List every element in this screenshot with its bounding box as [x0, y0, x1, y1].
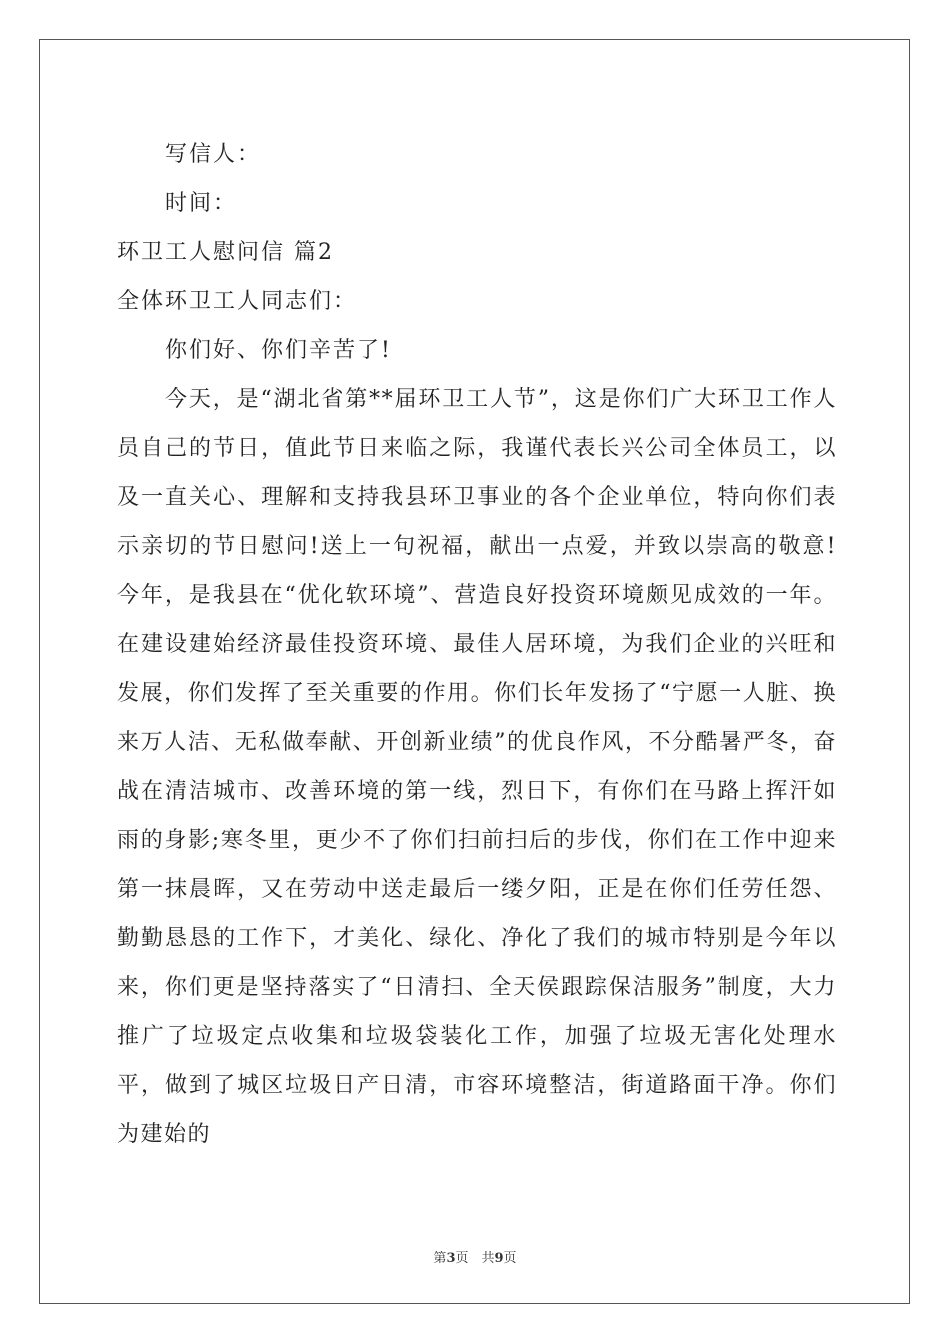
footer-suffix: 页	[503, 1251, 517, 1266]
footer-page-total: 9	[494, 1251, 504, 1266]
greeting: 你们好、你们辛苦了!	[165, 338, 392, 363]
writer-label: 写信人：	[165, 142, 262, 167]
footer-mid: 页 共	[455, 1251, 495, 1266]
salutation: 全体环卫工人同志们：	[117, 289, 358, 314]
footer-prefix: 第	[433, 1251, 447, 1266]
time-label: 时间：	[165, 191, 238, 216]
body-paragraph: 今天，是“湖北省第**届环卫工人节”，这是你们广大环卫工作人员自己的节日，值此节日来临之际，我谨代表长兴公司全体员工，以及一直关心、理解和支持我县环卫事业的各个企业单位，特向你们表示亲切的节日慰问!送上一句祝福，献出一点爱，并致以崇高的敬意!今年，是我县在“优化软环境”、营造良好投资环境颇见成效的一年。在建设建始经济最佳投资环境、最佳人居环境，为我们企业的兴旺和发展，你们发挥了至关重要的作用。你们长年发扬了“宁愿一人脏、换来万人洁、无私做奉献、开创新业绩”的优良作风，不分酷暑严冬，奋战在清洁城市、改善环境的第一线，烈日下，有你们在马路上挥汗如雨的身影;寒冬里，更少不了你们扫前扫后的步伐，你们在工作中迎来第一抹晨晖，又在劳动中送走最后一缕夕阳，正是在你们任劳任怨、勤勤恳恳的工作下，才美化、绿化、净化了我们的城市特别是今年以来，你们更是坚持落实了“日清扫、全天侯跟踪保洁服务”制度，大力推广了垃圾定点收集和垃圾袋装化工作，加强了垃圾无害化处理水平，做到了城区垃圾日产日清，市容环境整洁，街道路面干净。你们为建始的	[117, 387, 837, 1147]
document-body	[117, 130, 837, 1159]
footer-page-current: 3	[446, 1251, 456, 1266]
page-footer	[0, 1247, 950, 1266]
section-title: 环卫工人慰问信 篇2	[117, 240, 334, 265]
